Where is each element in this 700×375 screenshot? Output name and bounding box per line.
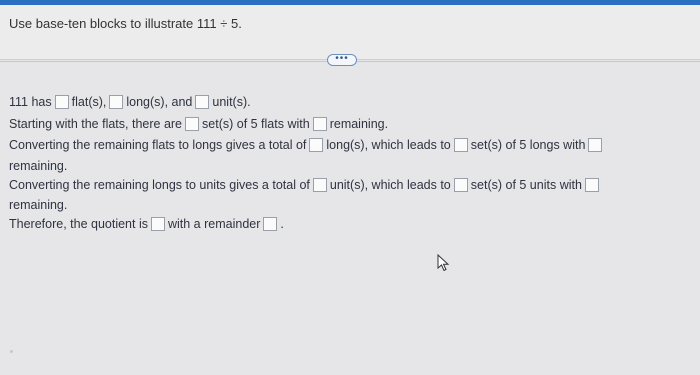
flat-sets-input[interactable] [185, 117, 199, 131]
units-remaining-input[interactable] [585, 178, 599, 192]
text: set(s) of 5 flats with [202, 117, 310, 131]
mouse-cursor-icon [437, 254, 451, 272]
question-prompt: Use base-ten blocks to illustrate 111 ÷ 5. [9, 16, 242, 31]
text: set(s) of 5 longs with [470, 138, 586, 152]
remainder-input[interactable] [263, 217, 277, 231]
line-6 [9, 196, 67, 214]
text: long(s), and [126, 95, 193, 109]
line-5 [9, 176, 602, 194]
text: . [280, 217, 284, 231]
line-2 [9, 115, 388, 133]
long-sets-input[interactable] [454, 138, 468, 152]
flats-count-input[interactable] [55, 95, 69, 109]
total-units-input[interactable] [313, 178, 327, 192]
text: flat(s), [71, 95, 107, 109]
line-4 [9, 157, 67, 175]
text: Therefore, the quotient is [9, 217, 148, 231]
line-3 [9, 136, 605, 154]
flats-remaining-input[interactable] [313, 117, 327, 131]
text: long(s), which leads to [326, 138, 451, 152]
line-7 [9, 215, 284, 233]
expand-button[interactable]: ••• [327, 54, 357, 66]
text: Converting the remaining longs to units gives a total of [9, 178, 310, 192]
text: remaining. [9, 159, 68, 173]
longs-count-input[interactable] [109, 95, 123, 109]
longs-remaining-input[interactable] [588, 138, 602, 152]
quotient-input[interactable] [151, 217, 165, 231]
unit-sets-input[interactable] [454, 178, 468, 192]
text: unit(s). [212, 95, 251, 109]
line-1 [9, 93, 251, 111]
units-count-input[interactable] [195, 95, 209, 109]
text: Starting with the flats, there are [9, 117, 183, 131]
total-longs-input[interactable] [309, 138, 323, 152]
text: remaining. [9, 198, 68, 212]
text: set(s) of 5 units with [470, 178, 582, 192]
question-header [0, 5, 700, 60]
corner-mark [10, 350, 13, 353]
text: remaining. [329, 117, 389, 131]
text: unit(s), which leads to [329, 178, 451, 192]
text: 111 has [9, 95, 52, 109]
text: with a remainder [167, 217, 261, 231]
text: Converting the remaining flats to longs gives a total of [9, 138, 307, 152]
